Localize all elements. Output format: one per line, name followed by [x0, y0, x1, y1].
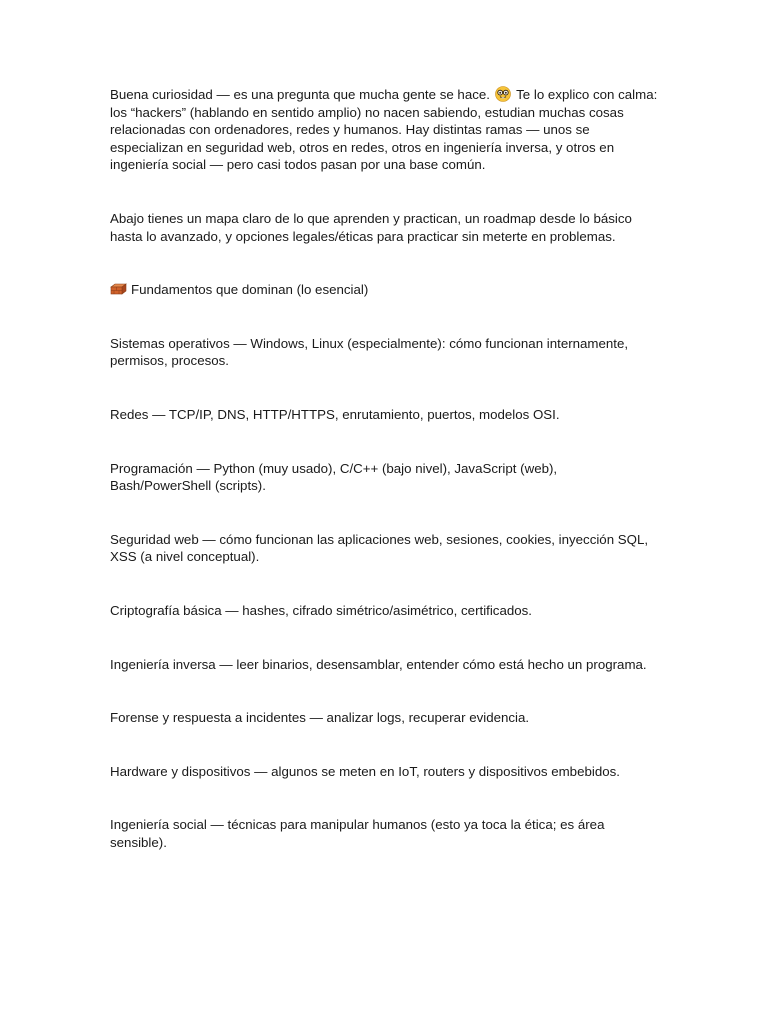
document-page	[110, 86, 658, 851]
section-heading-text: Fundamentos que dominan (lo esencial)	[131, 282, 369, 298]
brick-icon	[110, 282, 127, 296]
intro-paragraph	[110, 86, 658, 174]
list-item-hardware: Hardware y dispositivos — algunos se meten en IoT, routers y dispositivos embebidos.	[110, 763, 620, 779]
list-item-criptografia: Criptografía básica — hashes, cifrado simétrico/asimétrico, certificados.	[110, 602, 532, 618]
intro-text-end: Te lo explico con calma: los “hackers” (hablando en sentido amplio) no nacen sabiendo, estudian muchas cosas relacionadas con ordenadores, redes y humanos. Hay distintas ramas — unos se especializan en seguridad web, otros en redes, otros en ingeniería inversa, y otros en ingeniería social — pero casi todos pasan por una base común.	[110, 87, 658, 173]
list-item-forense: Forense y respuesta a incidentes — analizar logs, recuperar evidencia.	[110, 710, 530, 726]
nerd-face-icon	[495, 86, 511, 102]
summary-paragraph: Abajo tienes un mapa claro de lo que aprenden y practican, un roadmap desde lo básico hasta lo avanzado, y opciones legales/éticas para practicar sin meterte en problemas.	[110, 210, 632, 244]
list-item-sistemas-operativos: Sistemas operativos — Windows, Linux (especialmente): cómo funcionan internamente, permisos, procesos.	[110, 335, 629, 369]
section-heading	[110, 281, 658, 299]
list-item-ingenieria-social: Ingeniería social — técnicas para manipular humanos (esto ya toca la ética; es área sensible).	[110, 817, 605, 850]
list-item-ingenieria-inversa: Ingeniería inversa — leer binarios, desensamblar, entender cómo está hecho un programa.	[110, 656, 647, 672]
list-item-redes: Redes — TCP/IP, DNS, HTTP/HTTPS, enrutamiento, puertos, modelos OSI.	[110, 406, 560, 422]
list-item-programacion: Programación — Python (muy usado), C/C++ (bajo nivel), JavaScript (web), Bash/PowerShell (scripts).	[110, 460, 558, 494]
intro-text-start: Buena curiosidad — es una pregunta que mucha gente se hace.	[110, 87, 490, 102]
list-item-seguridad-web: Seguridad web — cómo funcionan las aplicaciones web, sesiones, cookies, inyección SQL, XSS (a nivel conceptual).	[110, 531, 649, 565]
